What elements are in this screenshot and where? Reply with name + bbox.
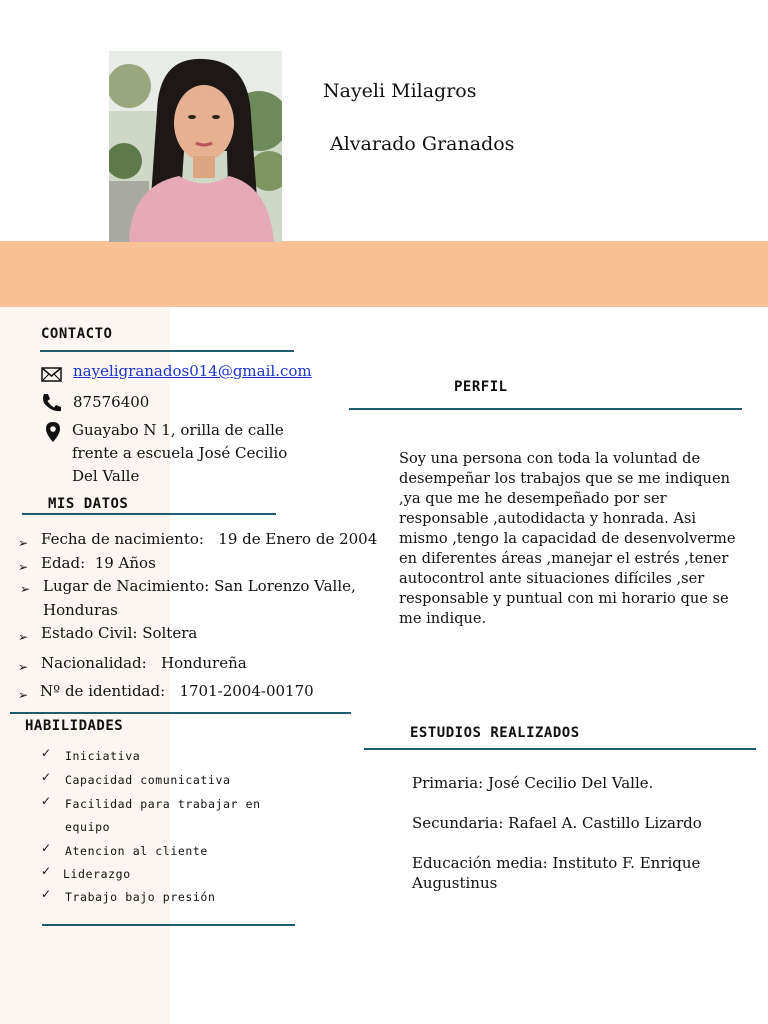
datos-label: Fecha de nacimiento: bbox=[41, 530, 204, 548]
datos-label: Estado Civil: bbox=[41, 624, 138, 642]
estudios-heading: ESTUDIOS REALIZADOS bbox=[410, 725, 580, 741]
perfil-text: Soy una persona con toda la voluntad de desempeñar los trabajos que se me indiquen ,ya que me he desempeñado por ser responsable ,autodidacta y honrada. Asi mismo ,tengo la capacidad de desenvolverme en diferentes áreas ,manejar el estrés ,tener autocontrol ante situaciones difíciles ,ser responsable y puntual con mi horario que se me indique. bbox=[399, 450, 736, 627]
checkmark-icon: ✓ bbox=[41, 841, 52, 855]
profile-photo bbox=[109, 51, 282, 242]
estudio-media-line1: Educación media: Instituto F. Enrique bbox=[412, 854, 701, 872]
datos-value: San Lorenzo Valle, bbox=[214, 577, 356, 595]
address-line-2: frente a escuela José Cecilio bbox=[72, 444, 288, 462]
datos-item-fecha bbox=[41, 528, 377, 550]
datos-label: Edad: bbox=[41, 554, 86, 572]
phone-number: 87576400 bbox=[73, 393, 150, 411]
arrow-bullet-icon: ➢ bbox=[18, 630, 29, 644]
datos-item-lugar bbox=[43, 575, 356, 597]
perfil-heading: PERFIL bbox=[454, 379, 508, 395]
arrow-bullet-icon: ➢ bbox=[18, 560, 29, 574]
datos-value: Hondureña bbox=[161, 654, 247, 672]
email-link[interactable] bbox=[73, 362, 312, 380]
header-color-band bbox=[0, 241, 768, 307]
skill-item: Facilidad para trabajar en bbox=[65, 797, 261, 811]
habilidades-bottom-rule bbox=[42, 924, 295, 926]
name-first: Nayeli Milagros bbox=[323, 80, 477, 102]
checkmark-icon: ✓ bbox=[41, 770, 52, 784]
estudio-secundaria: Secundaria: Rafael A. Castillo Lizardo bbox=[412, 814, 702, 832]
arrow-bullet-icon: ➢ bbox=[18, 688, 29, 702]
contacto-heading: CONTACTO bbox=[41, 326, 113, 342]
skill-item-cont: equipo bbox=[65, 820, 111, 834]
checkmark-icon: ✓ bbox=[41, 887, 52, 901]
datos-value: Soltera bbox=[142, 624, 198, 642]
envelope-icon bbox=[41, 364, 63, 388]
skill-item: Trabajo bajo presión bbox=[65, 890, 216, 904]
datos-value: 19 Años bbox=[94, 554, 156, 572]
skill-item: Iniciativa bbox=[65, 749, 141, 763]
name-last: Alvarado Granados bbox=[330, 133, 515, 155]
habilidades-top-rule bbox=[10, 712, 351, 714]
address-line-3: Del Valle bbox=[72, 467, 140, 485]
skill-item: Capacidad comunicativa bbox=[65, 773, 231, 787]
perfil-rule bbox=[349, 408, 742, 410]
mis-datos-rule bbox=[22, 513, 276, 515]
skill-item: Atencion al cliente bbox=[65, 844, 208, 858]
mis-datos-heading: MIS DATOS bbox=[48, 496, 129, 512]
contacto-rule bbox=[40, 350, 294, 352]
datos-label: Nacionalidad: bbox=[41, 654, 147, 672]
address-line-1: Guayabo N 1, orilla de calle bbox=[72, 421, 284, 439]
skill-item: Liderazgo bbox=[63, 867, 131, 881]
datos-value: 19 de Enero de 2004 bbox=[218, 530, 378, 548]
habilidades-heading: HABILIDADES bbox=[25, 718, 124, 734]
datos-item-lugar-cont: Honduras bbox=[43, 601, 118, 619]
checkmark-icon: ✓ bbox=[41, 864, 52, 878]
arrow-bullet-icon: ➢ bbox=[20, 582, 31, 596]
arrow-bullet-icon: ➢ bbox=[18, 660, 29, 674]
phone-icon bbox=[41, 392, 63, 416]
datos-label: Lugar de Nacimiento: bbox=[43, 577, 210, 595]
email-link-text[interactable]: nayeligranados014@gmail.com bbox=[73, 362, 312, 380]
datos-item-estado-civil bbox=[41, 622, 197, 644]
datos-item-nacionalidad bbox=[41, 652, 247, 674]
datos-value: 1701-2004-00170 bbox=[179, 682, 314, 700]
estudio-media-line2: Augustinus bbox=[412, 874, 498, 892]
datos-item-edad bbox=[41, 552, 156, 574]
location-pin-icon bbox=[45, 421, 61, 447]
mis-datos-list bbox=[0, 528, 380, 708]
checkmark-icon: ✓ bbox=[41, 746, 52, 760]
datos-label: Nº de identidad: bbox=[40, 682, 166, 700]
habilidades-list bbox=[0, 746, 340, 916]
estudio-primaria: Primaria: José Cecilio Del Valle. bbox=[412, 774, 654, 792]
datos-item-identidad bbox=[40, 680, 314, 702]
estudios-rule bbox=[364, 748, 756, 750]
checkmark-icon: ✓ bbox=[41, 794, 52, 808]
arrow-bullet-icon: ➢ bbox=[18, 536, 29, 550]
